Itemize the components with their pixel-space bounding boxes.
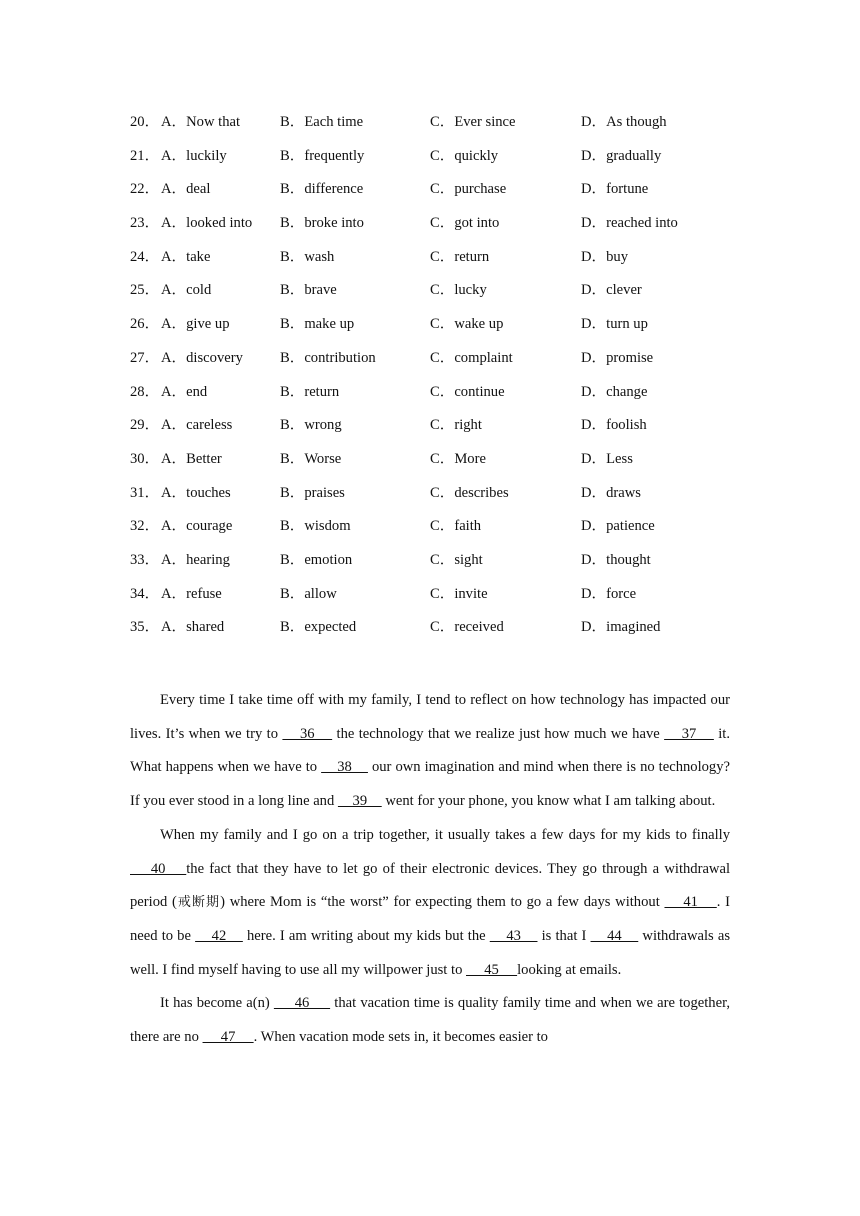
option-a: A．discovery	[161, 349, 243, 366]
option-a: A．hearing	[161, 551, 230, 568]
option-row-24	[130, 246, 750, 280]
passage-paragraph-2	[130, 819, 730, 988]
option-row-22	[130, 178, 750, 212]
blank-47: 47	[202, 1029, 254, 1046]
option-c: C．Ever since	[430, 114, 516, 130]
option-c: C．wake up	[430, 316, 504, 333]
blank-41: 41	[664, 894, 717, 911]
option-c: C．purchase	[430, 181, 507, 198]
option-d: D．change	[581, 383, 648, 400]
option-d: D．force	[581, 585, 637, 602]
option-d: D．draws	[581, 484, 641, 501]
option-d: D．patience	[581, 518, 655, 535]
option-b: B．contribution	[280, 349, 376, 366]
option-row-26	[130, 313, 750, 347]
option-d: D．As though	[581, 114, 667, 130]
blank-36: 36	[282, 725, 333, 742]
blank-40: 40	[130, 860, 187, 877]
option-row-21	[130, 145, 750, 179]
option-row-28	[130, 381, 750, 415]
blank-37: 37	[664, 725, 714, 742]
option-b: B．Each time	[280, 114, 364, 130]
option-c: C．lucky	[430, 282, 487, 299]
option-d: D．foolish	[581, 417, 647, 434]
option-row-27	[130, 347, 750, 381]
question-number: 35．	[130, 619, 160, 636]
question-number: 31．	[130, 484, 160, 501]
option-a: A．deal	[161, 181, 211, 198]
option-c: C．received	[430, 619, 504, 636]
question-number: 24．	[130, 248, 160, 265]
passage-text: When my family and I go on a trip together, it usually takes a few days for my kids to finally	[160, 826, 730, 843]
passage-text: the fact that they have to let go of their electronic devices. They go through a withdrawal period (	[130, 860, 731, 911]
question-number: 33．	[130, 551, 160, 568]
option-b: B．make up	[280, 316, 355, 333]
passage-text: is that I	[537, 927, 591, 944]
option-a: A．refuse	[161, 585, 222, 602]
option-a: A．Better	[161, 450, 222, 467]
question-number: 32．	[130, 518, 160, 535]
option-c: C．right	[430, 417, 482, 434]
passage-text: . When vacation mode sets in, it becomes easier to	[253, 1029, 548, 1046]
passage-text: went for your phone, you know what I am talking about.	[381, 793, 716, 810]
option-d: D．fortune	[581, 181, 649, 198]
option-b: B．brave	[280, 282, 337, 299]
passage-text: Every time I take time off with my family, I tend to reflect on how technology has impacted our lives. It’s when we try to	[130, 692, 730, 742]
question-number: 34．	[130, 585, 160, 602]
option-row-32	[130, 515, 750, 549]
option-row-29	[130, 414, 750, 448]
option-c: C．describes	[430, 484, 509, 501]
passage-text: looking at emails.	[517, 961, 622, 978]
option-b: B．emotion	[280, 551, 353, 568]
option-c: C．complaint	[430, 349, 513, 366]
blank-46: 46	[273, 995, 331, 1012]
question-number: 20．	[130, 114, 160, 130]
chinese-gloss: 戒断期	[176, 895, 221, 911]
option-row-20	[130, 111, 750, 145]
blank-44: 44	[590, 927, 639, 944]
passage-text: it. What happens when we have to	[130, 725, 731, 776]
option-d: D．imagined	[581, 619, 661, 636]
option-a: A．cold	[161, 282, 212, 299]
question-number: 29．	[130, 417, 160, 434]
option-row-30	[130, 448, 750, 482]
passage-paragraph-3	[130, 987, 730, 1054]
passage-text: our own imagination and mind when there is no technology? If you ever stood in a long line and	[130, 759, 731, 810]
option-d: D．thought	[581, 551, 651, 568]
option-a: A．give up	[161, 316, 230, 333]
option-row-31	[130, 482, 750, 516]
blank-42: 42	[195, 927, 243, 944]
option-d: D．gradually	[581, 147, 662, 164]
passage-text: ) where Mom is “the worst” for expecting them to go a few days without	[220, 894, 665, 911]
question-number: 28．	[130, 383, 160, 400]
question-number: 23．	[130, 215, 160, 232]
option-a: A．touches	[161, 484, 231, 501]
option-a: A．Now that	[161, 114, 241, 130]
question-number: 26．	[130, 316, 160, 333]
question-number: 22．	[130, 181, 160, 198]
option-a: A．end	[161, 383, 208, 400]
option-c: C．sight	[430, 551, 483, 568]
option-a: A．take	[161, 248, 211, 265]
option-row-35	[130, 616, 750, 650]
option-a: A．looked into	[161, 215, 253, 232]
option-c: C．return	[430, 248, 490, 265]
option-row-34	[130, 583, 750, 617]
option-d: D．clever	[581, 282, 642, 299]
passage-text: It has become a(n)	[160, 995, 274, 1012]
option-b: B．wash	[280, 248, 335, 265]
option-a: A．careless	[161, 417, 233, 434]
question-number: 27．	[130, 349, 160, 366]
option-d: D．reached into	[581, 215, 678, 232]
option-c: C．continue	[430, 383, 505, 400]
option-b: B．Worse	[280, 450, 342, 467]
option-b: B．allow	[280, 585, 337, 602]
option-a: A．shared	[161, 619, 225, 636]
answer-options-list	[130, 111, 750, 650]
option-b: B．expected	[280, 619, 357, 636]
passage-text: . I need to be	[130, 894, 730, 944]
option-b: B．broke into	[280, 215, 364, 232]
option-c: C．quickly	[430, 147, 499, 164]
option-b: B．wisdom	[280, 518, 351, 535]
passage-text: that vacation time is quality family time and when we are together, there are no	[130, 995, 730, 1046]
option-c: C．invite	[430, 585, 488, 602]
option-d: D．turn up	[581, 316, 648, 333]
option-row-25	[130, 279, 750, 313]
option-row-33	[130, 549, 750, 583]
option-b: B．frequently	[280, 147, 365, 164]
blank-45: 45	[466, 961, 518, 978]
option-c: C．More	[430, 450, 486, 467]
question-number: 21．	[130, 147, 160, 164]
option-d: D．Less	[581, 450, 633, 467]
passage-text: withdrawals as well. I find myself having to use all my willpower just to	[130, 927, 731, 978]
option-b: B．praises	[280, 484, 345, 501]
passage-paragraph-1	[130, 684, 730, 819]
option-c: C．got into	[430, 215, 500, 232]
option-b: B．wrong	[280, 417, 342, 434]
passage-text: the technology that we realize just how much we have	[332, 725, 665, 742]
option-b: B．difference	[280, 181, 364, 198]
option-row-23	[130, 212, 750, 246]
option-d: D．buy	[581, 248, 629, 265]
option-c: C．faith	[430, 518, 482, 535]
blank-39: 39	[337, 793, 382, 810]
cloze-passage	[130, 684, 730, 1055]
option-a: A．courage	[161, 518, 233, 535]
question-number: 25．	[130, 282, 160, 299]
passage-text: here. I am writing about my kids but the	[242, 927, 490, 944]
option-a: A．luckily	[161, 147, 227, 164]
option-b: B．return	[280, 383, 340, 400]
blank-38: 38	[321, 759, 368, 776]
option-d: D．promise	[581, 349, 654, 366]
question-number: 30．	[130, 450, 160, 467]
blank-43: 43	[489, 927, 538, 944]
